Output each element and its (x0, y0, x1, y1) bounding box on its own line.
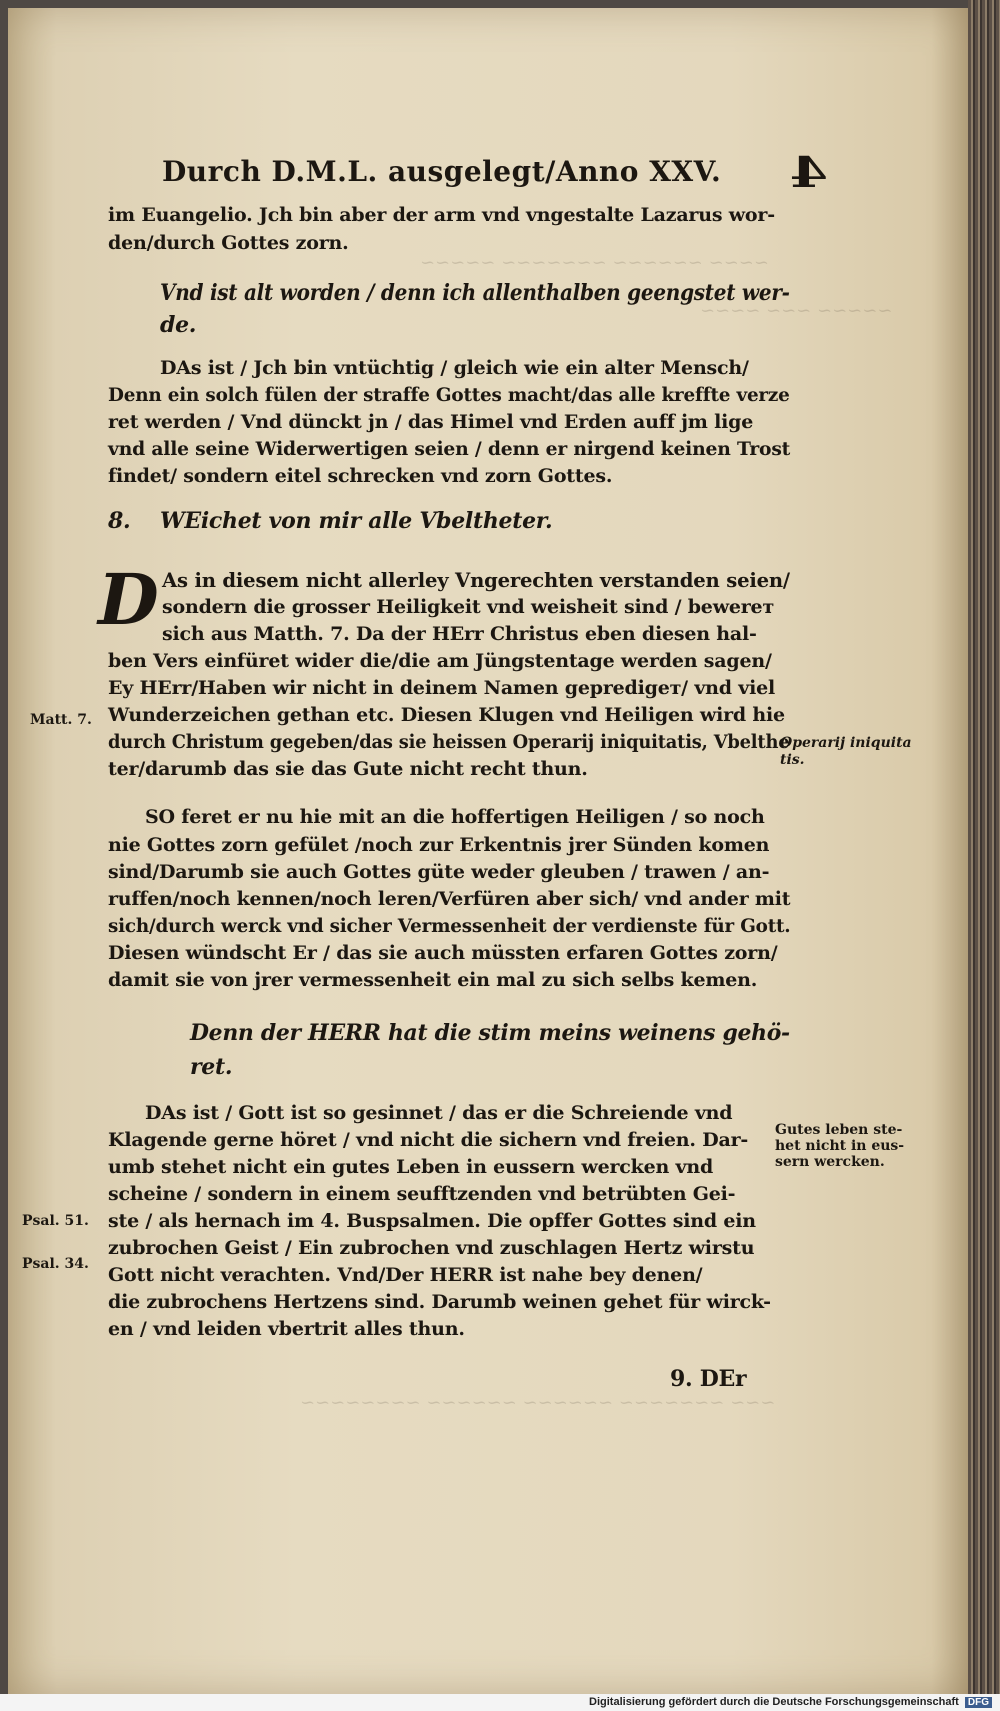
text-line: vnd alle seine Widerwertigen seien / denn er nirgend keinen Trost (108, 438, 791, 460)
text-line: SO feret er nu hie mit an die hoffertigen Heiligen / so noch (145, 806, 765, 828)
text-line: die zubrochens Hertzens sind. Darumb weinen gehet für wirck- (108, 1291, 771, 1313)
margin-note-psal51: Psal. 51. (22, 1213, 89, 1229)
text-line: durch Christum gegeben/das sie heissen Operarij iniquitatis, Vbelthe (108, 731, 790, 753)
text-line: DAs ist / Gott ist so gesinnet / das er die Schreiende vnd (145, 1102, 733, 1124)
verse-line: WEichet von mir alle Vbeltheter. (160, 508, 553, 534)
margin-note-gutes: Gutes leben ste- (775, 1122, 903, 1138)
text-line: den/durch Gottes zorn. (108, 232, 349, 254)
text-line: ter/darumb das sie das Gute nicht recht thun. (108, 758, 588, 780)
text-line: sind/Darumb sie auch Gottes güte weder gleuben / trawen / an- (108, 861, 770, 883)
show-through-text: ~~~~~ ~~~ ~~~~ (700, 300, 893, 321)
text-line: damit sie von jrer vermessenheit ein mal zu sich selbs kemen. (108, 969, 758, 991)
digitization-credit (589, 1696, 992, 1708)
text-line: ruffen/noch kennen/noch leren/Verfüren aber sich/ vnd ander mit (108, 888, 791, 910)
text-line: sich aus Matth. 7. Da der HErr Christus eben diesen hal- (162, 623, 757, 645)
text-line: Gott nicht verachten. Vnd/Der HERR ist nahe bey denen/ (108, 1264, 703, 1286)
catchword: 9. DEr (670, 1366, 747, 1392)
drop-initial: D (98, 558, 159, 641)
text-line: im Euangelio. Jch bin aber der arm vnd vngestalte Lazarus wor- (108, 204, 775, 226)
text-line: ben Vers einfüret wider die/die am Jüngstentage werden sagen/ (108, 650, 772, 672)
margin-note-gutes: het nicht in eus- (775, 1138, 905, 1154)
dfg-logo: DFG (965, 1697, 992, 1708)
text-line: Wunderzeichen gethan etc. Diesen Klugen vnd Heiligen wird hie (108, 704, 785, 726)
text-line: umb stehet nicht ein gutes Leben in eussern wercken vnd (108, 1156, 714, 1178)
text-line: findet/ sondern eitel schrecken vnd zorn Gottes. (108, 465, 613, 487)
text-line: Klagende gerne höret / vnd nicht die sichern vnd freien. Dar- (108, 1129, 749, 1151)
verse-number: 8. (108, 508, 131, 534)
text-line: nie Gottes zorn gefület /noch zur Erkentnis jrer Sünden komen (108, 834, 770, 856)
show-through-text: ~~~ ~~~~~~~ ~~~~~~ ~~~~~~ ~~~~~~~~ (300, 1392, 776, 1413)
show-through-text: ~~~~ ~~~~~~ ~~~~~~~ ~~~~~ (420, 252, 769, 273)
credit-text: Digitalisierung gefördert durch die Deutsche Forschungsgemeinschaft (589, 1696, 959, 1708)
text-line: ste / als hernach im 4. Buspsalmen. Die opffer Gottes sind ein (108, 1210, 756, 1232)
text-line: zubrochen Geist / Ein zubrochen vnd zuschlagen Hertz wirstu (108, 1237, 755, 1259)
text-line: ret werden / Vnd dünckt jn / das Himel vnd Erden auff jm lige (108, 411, 754, 433)
text-line: As in diesem nicht allerley Vngerechten verstanden seien/ (162, 568, 790, 592)
running-title: Durch D.M.L. ausgelegt/Anno XXV. (162, 155, 722, 188)
verse-line: ret. (190, 1054, 233, 1080)
page-edges (968, 0, 1000, 1711)
margin-note-psal34: Psal. 34. (22, 1256, 89, 1272)
text-line: Denn ein solch fülen der straffe Gottes macht/das alle kreffte verze (108, 384, 790, 406)
margin-note-operarij: Operarij iniquita (780, 735, 912, 751)
text-line: DAs ist / Jch bin vntüchtig / gleich wie ein alter Mensch/ (160, 357, 749, 379)
verse-line: Vnd ist alt worden / denn ich allenthalben geengstet wer- (160, 280, 790, 306)
margin-note-matt: Matt. 7. (30, 712, 92, 728)
page-number: 4 (789, 148, 828, 197)
margin-note-operarij: tis. (780, 752, 805, 768)
text-line: Diesen wündscht Er / das sie auch müssten erfaren Gottes zorn/ (108, 942, 778, 964)
text-line: en / vnd leiden vbertrit alles thun. (108, 1318, 465, 1340)
text-line: scheine / sondern in einem seufftzenden vnd betrübten Gei- (108, 1183, 736, 1205)
text-line: sondern die grosser Heiligkeit vnd weisheit sind / bewerет (162, 596, 775, 618)
margin-note-gutes: sern wercken. (775, 1154, 885, 1170)
verse-line: Denn der HERR hat die stim meins weinens gehö- (190, 1020, 790, 1046)
text-line: sich/durch werck vnd sicher Vermessenheit der verdienste für Gott. (108, 915, 791, 937)
verse-line: de. (160, 312, 197, 338)
text-line: Ey HErr/Haben wir nicht in deinem Namen gepredigет/ vnd viel (108, 677, 776, 699)
